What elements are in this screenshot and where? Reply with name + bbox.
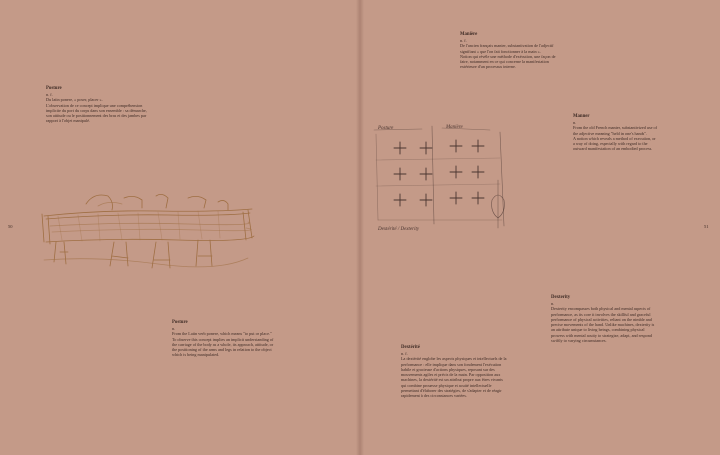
entry-line: signifiant « que l'on fait fonctionner à la main ». (460, 48, 541, 54)
entry-line: extérieure d'un processus interne. (460, 64, 516, 70)
book-gutter (356, 0, 364, 455)
entry-line: performance of physical activities, reliant on the nimble and (551, 316, 652, 322)
entry-part-of-speech: n. f. (46, 92, 53, 97)
entry-posture-fr (46, 86, 206, 124)
entry-line: which is being manipulated. (172, 352, 220, 358)
entry-line: swiftly to varying circumstances. (551, 338, 607, 344)
sketch-label-top-left: Posture (378, 126, 394, 131)
entry-line: rapport à l'objet manipulé. (46, 118, 91, 124)
sketch-label-top-right: Manière (446, 125, 463, 130)
entry-line: prowess with mental acuity to strategize, adapt, and respond (551, 332, 652, 338)
entry-line: an attribute unique to living beings, combining physical (551, 327, 645, 333)
entry-posture-en (172, 320, 337, 358)
entry-line: qui combine prouesse physique et acuité intellectuelle (401, 382, 492, 388)
entry-line: precise movements of the hand. Unlike machines, dexterity is (551, 322, 655, 328)
entry-title: Manière (460, 32, 478, 37)
entry-line: permettant d'élaborer des stratégies, de s'adapter et de réagir (401, 388, 502, 394)
entry-title: Posture (46, 86, 62, 91)
entry-line: performance : elle implique dans son fondement l'exécution (401, 361, 502, 367)
entry-title: Posture (172, 320, 188, 325)
entry-line: a way of doing, especially with regard to the (573, 141, 648, 147)
workbench-sketch (38, 186, 258, 276)
sketch-label-bottom: Dextérité / Dexterity (378, 227, 420, 232)
entry-line: To observe this concept implies an implicit understanding of (172, 336, 274, 342)
entry-line: Notion qui révèle une méthode d'exécution, une façon de (460, 53, 556, 59)
entry-title: Dextérité (401, 345, 420, 350)
entry-line: son attitude ou le positionnement des bras et des jambes par (46, 113, 147, 119)
entry-title: Dexterity (551, 295, 571, 300)
entry-line: La dextérité englobe les aspects physiques et intellectuels de la (401, 356, 507, 362)
entry-line: performance, as its core it involves the skillful and graceful (551, 311, 651, 317)
grid-sketch (372, 120, 512, 240)
entry-maniere-fr (460, 32, 610, 70)
entry-line: the positioning of the arms and legs in relation to the object (172, 347, 272, 353)
entry-line: mouvements agiles et précis de la main. Par opposition aux (401, 372, 501, 378)
entry-line: From the Latin verb ponere, which means "to put or place." (172, 331, 272, 337)
entry-part-of-speech: n. f. (401, 351, 408, 356)
entry-line: From the old French manier, substantivized use of (573, 125, 658, 131)
entry-line: machines, la dextérité est un attribut propre aux êtres vivants (401, 377, 503, 383)
entry-line: L'observation de ce concept implique une compréhension (46, 102, 143, 108)
entry-line: habile et gracieuse d'actions physiques, reposant sur des (401, 366, 495, 372)
entry-line: rapidement à des circonstances variées. (401, 393, 467, 399)
entry-part-of-speech: n. (573, 120, 577, 125)
entry-line: Dexterity encompasses both physical and mental aspects of (551, 306, 651, 312)
entry-part-of-speech: n. (551, 301, 555, 306)
entry-line: A notion which reveals a method of execution, or (573, 135, 656, 141)
entry-manner-en (573, 114, 708, 152)
entry-part-of-speech: n. (172, 326, 176, 331)
entry-dexterity-en (551, 295, 701, 343)
entry-title: Manner (573, 114, 590, 119)
left-page-number: 50 (8, 224, 13, 229)
entry-line: De l'ancien français manier, substantivation de l'adjectif (460, 43, 554, 49)
entry-line: the adjective meaning "held in one's hands". (573, 130, 648, 136)
entry-line: the carriage of the body as a whole, its approach, attitude, or (172, 341, 274, 347)
entry-line: outward manifestation of an embodied process. (573, 146, 653, 152)
entry-line: implicite du port du corps dans son ensemble : sa démarche, (46, 107, 147, 113)
entry-dexterite-fr (401, 345, 566, 399)
entry-line: Du latin ponere, « poser, placer ». (46, 97, 103, 103)
right-page-number: 51 (704, 224, 709, 229)
entry-part-of-speech: n. f. (460, 38, 467, 43)
entry-line: faire, notamment en ce qui concerne la manifestation (460, 59, 549, 65)
